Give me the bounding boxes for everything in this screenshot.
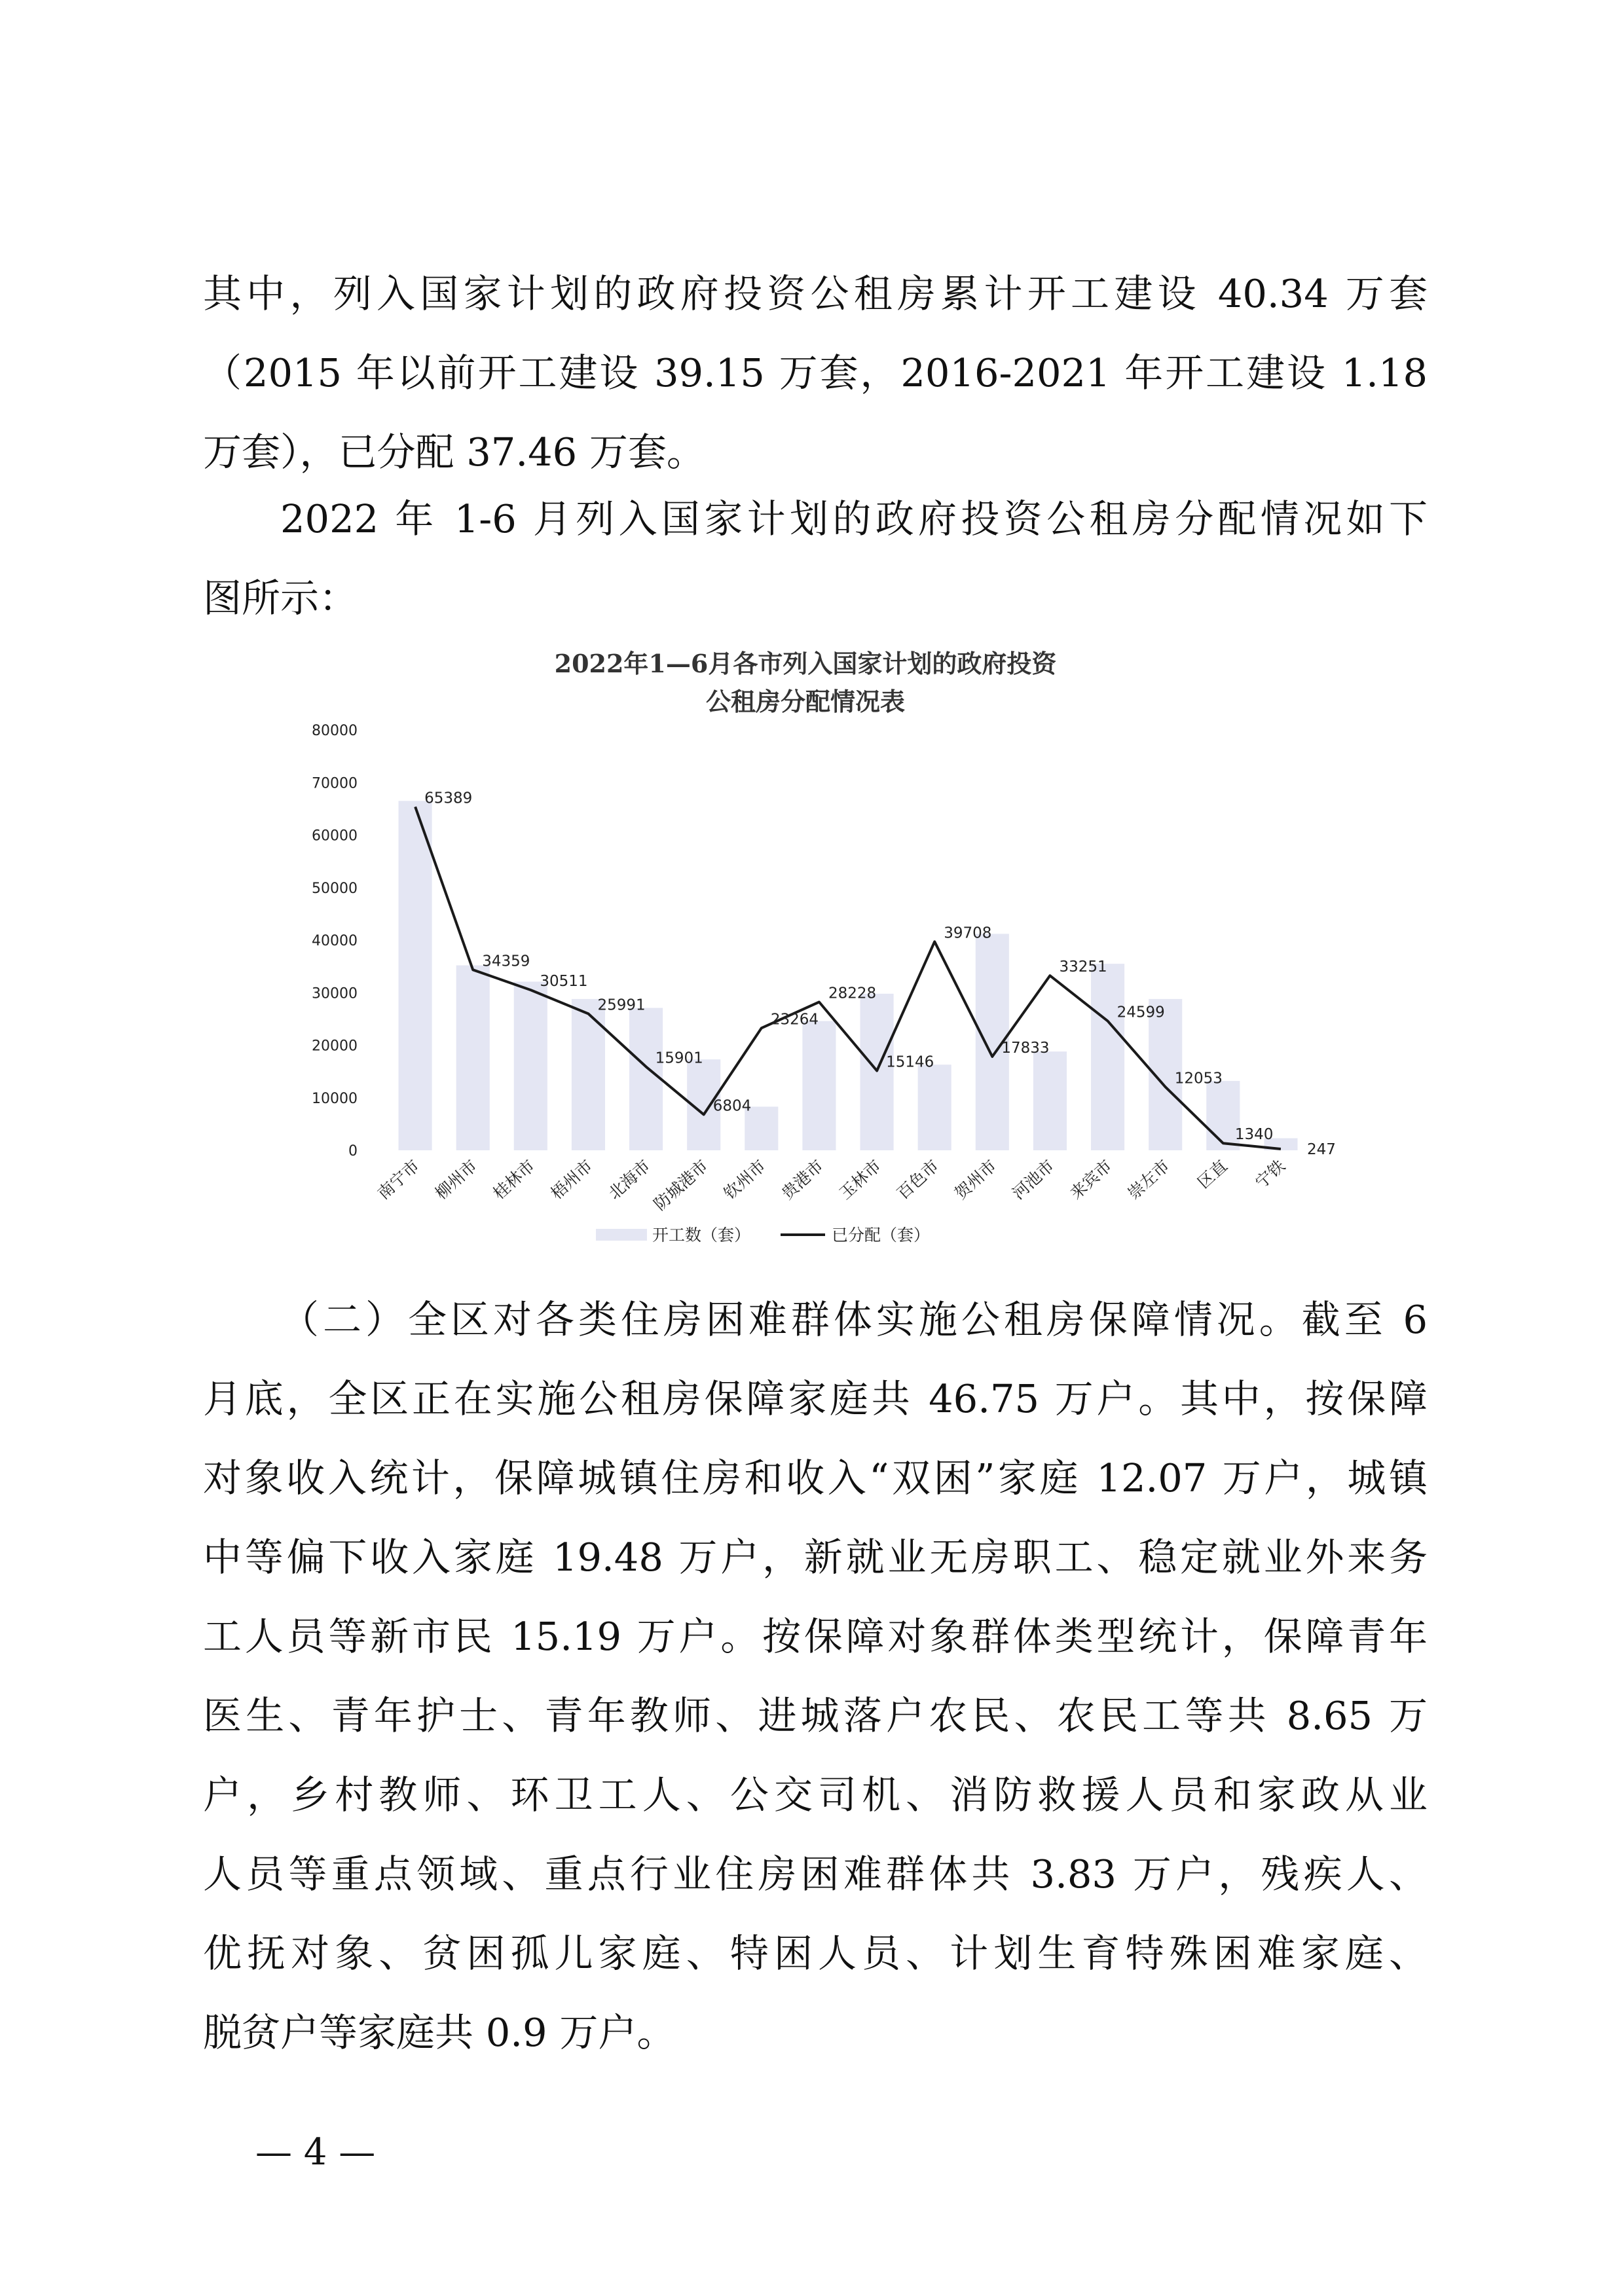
y-tick-label: 40000 [312, 933, 358, 949]
text-line: 中等偏下收入家庭 19.48 万户，新就业无房职工、稳定就业外来务 [203, 1535, 1428, 1580]
data-label: 23264 [770, 1011, 819, 1029]
x-tick-label: 南宁市 [373, 1156, 424, 1203]
legend-label: 开工数（套） [652, 1226, 751, 1245]
y-tick-label: 30000 [312, 985, 358, 1002]
data-label: 15901 [655, 1049, 703, 1067]
bar [918, 1065, 951, 1150]
y-tick-label: 80000 [312, 723, 358, 739]
x-tick-label: 防城港市 [650, 1156, 712, 1214]
page-number: — 4 — [255, 2131, 376, 2174]
text-line: 对象收入统计，保障城镇住房和收入“双困”家庭 12.07 万户，城镇 [203, 1455, 1428, 1501]
x-tick-label: 崇左市 [1124, 1156, 1173, 1203]
text-line: 其中，列入国家计划的政府投资公租房累计开工建设 40.34 万套 [203, 271, 1428, 316]
bar [572, 999, 605, 1150]
x-tick-label: 贵港市 [777, 1156, 827, 1203]
data-label: 12053 [1174, 1070, 1223, 1087]
text-line: （二）全区对各类住房困难群体实施公租房保障情况。截至 6 [280, 1297, 1428, 1342]
paragraph-housing-guarantee [203, 1280, 1428, 2072]
x-tick-label: 宁铁 [1251, 1156, 1289, 1192]
text-line: 2022 年 1-6 月列入国家计划的政府投资公租房分配情况如下 [280, 496, 1428, 541]
y-tick-label: 60000 [312, 828, 358, 845]
bar [1033, 1051, 1067, 1150]
bar [802, 1021, 836, 1150]
y-tick-label: 70000 [312, 775, 358, 792]
data-label: 6804 [712, 1097, 752, 1115]
chart-title: 2022年1—6月各市列入国家计划的政府投资 [554, 649, 1057, 678]
data-label: 24599 [1116, 1004, 1165, 1021]
data-label: 65389 [424, 790, 473, 807]
x-tick-label: 玉林市 [835, 1156, 885, 1203]
data-label: 28228 [828, 985, 877, 1002]
text-line: 优抚对象、贫困孤儿家庭、特困人员、计划生育特殊困难家庭、 [203, 1931, 1428, 1976]
data-label: 39708 [944, 924, 992, 942]
x-tick-label: 梧州市 [547, 1156, 597, 1203]
x-tick-label: 钦州市 [720, 1156, 769, 1203]
y-tick-label: 50000 [312, 880, 358, 897]
y-tick-label: 20000 [312, 1038, 358, 1055]
text-line: 人员等重点领域、重点行业住房困难群体共 3.83 万户，残疾人、 [203, 1851, 1428, 1897]
x-tick-label: 河池市 [1008, 1156, 1058, 1203]
text-line: 月底，全区正在实施公租房保障家庭共 46.75 万户。其中，按保障 [203, 1376, 1428, 1421]
text-line: 医生、青年护士、青年教师、进城落户农民、农民工等共 8.65 万 [203, 1693, 1428, 1738]
text-line: 户，乡村教师、环卫工人、公交司机、消防救援人员和家政从业 [203, 1772, 1428, 1817]
bar [456, 966, 490, 1150]
x-tick-label: 贺州市 [951, 1156, 1001, 1203]
data-label: 33251 [1059, 958, 1107, 976]
x-tick-label: 桂林市 [489, 1156, 539, 1203]
data-label: 17833 [1001, 1039, 1050, 1057]
data-label: 30511 [540, 973, 588, 991]
paragraph-chart-intro [203, 479, 1428, 638]
bar [629, 1008, 663, 1150]
legend-label: 已分配（套） [832, 1226, 931, 1245]
data-label: 15146 [886, 1053, 934, 1071]
y-tick-label: 0 [348, 1143, 358, 1159]
text-line: 万套），已分配 37.46 万套。 [203, 429, 705, 475]
text-line: 脱贫户等家庭共 0.9 万户。 [203, 2010, 676, 2055]
text-line: 工人员等新市民 15.19 万户。按保障对象群体类型统计，保障青年 [203, 1614, 1428, 1659]
bar [399, 801, 432, 1150]
x-tick-label: 北海市 [604, 1156, 654, 1203]
x-tick-label: 百色市 [893, 1156, 943, 1203]
data-label: 1340 [1234, 1126, 1274, 1144]
text-line: （2015 年以前开工建设 39.15 万套，2016-2021 年开工建设 1.18 [203, 350, 1428, 395]
legend-swatch-bar [596, 1229, 647, 1241]
data-label: 34359 [482, 953, 530, 970]
y-tick-label: 10000 [312, 1090, 358, 1107]
x-tick-label: 来宾市 [1066, 1156, 1116, 1203]
data-label: 247 [1306, 1141, 1336, 1159]
bar [514, 981, 547, 1150]
data-label: 25991 [597, 996, 646, 1014]
chart-title: 公租房分配情况表 [705, 687, 906, 716]
bar [1091, 964, 1124, 1150]
allocation-chart [288, 638, 1336, 1267]
x-tick-label: 区直 [1194, 1156, 1231, 1192]
text-line: 图所示： [203, 575, 358, 621]
x-tick-label: 柳州市 [432, 1156, 481, 1203]
paragraph-public-rental-totals [203, 254, 1428, 492]
